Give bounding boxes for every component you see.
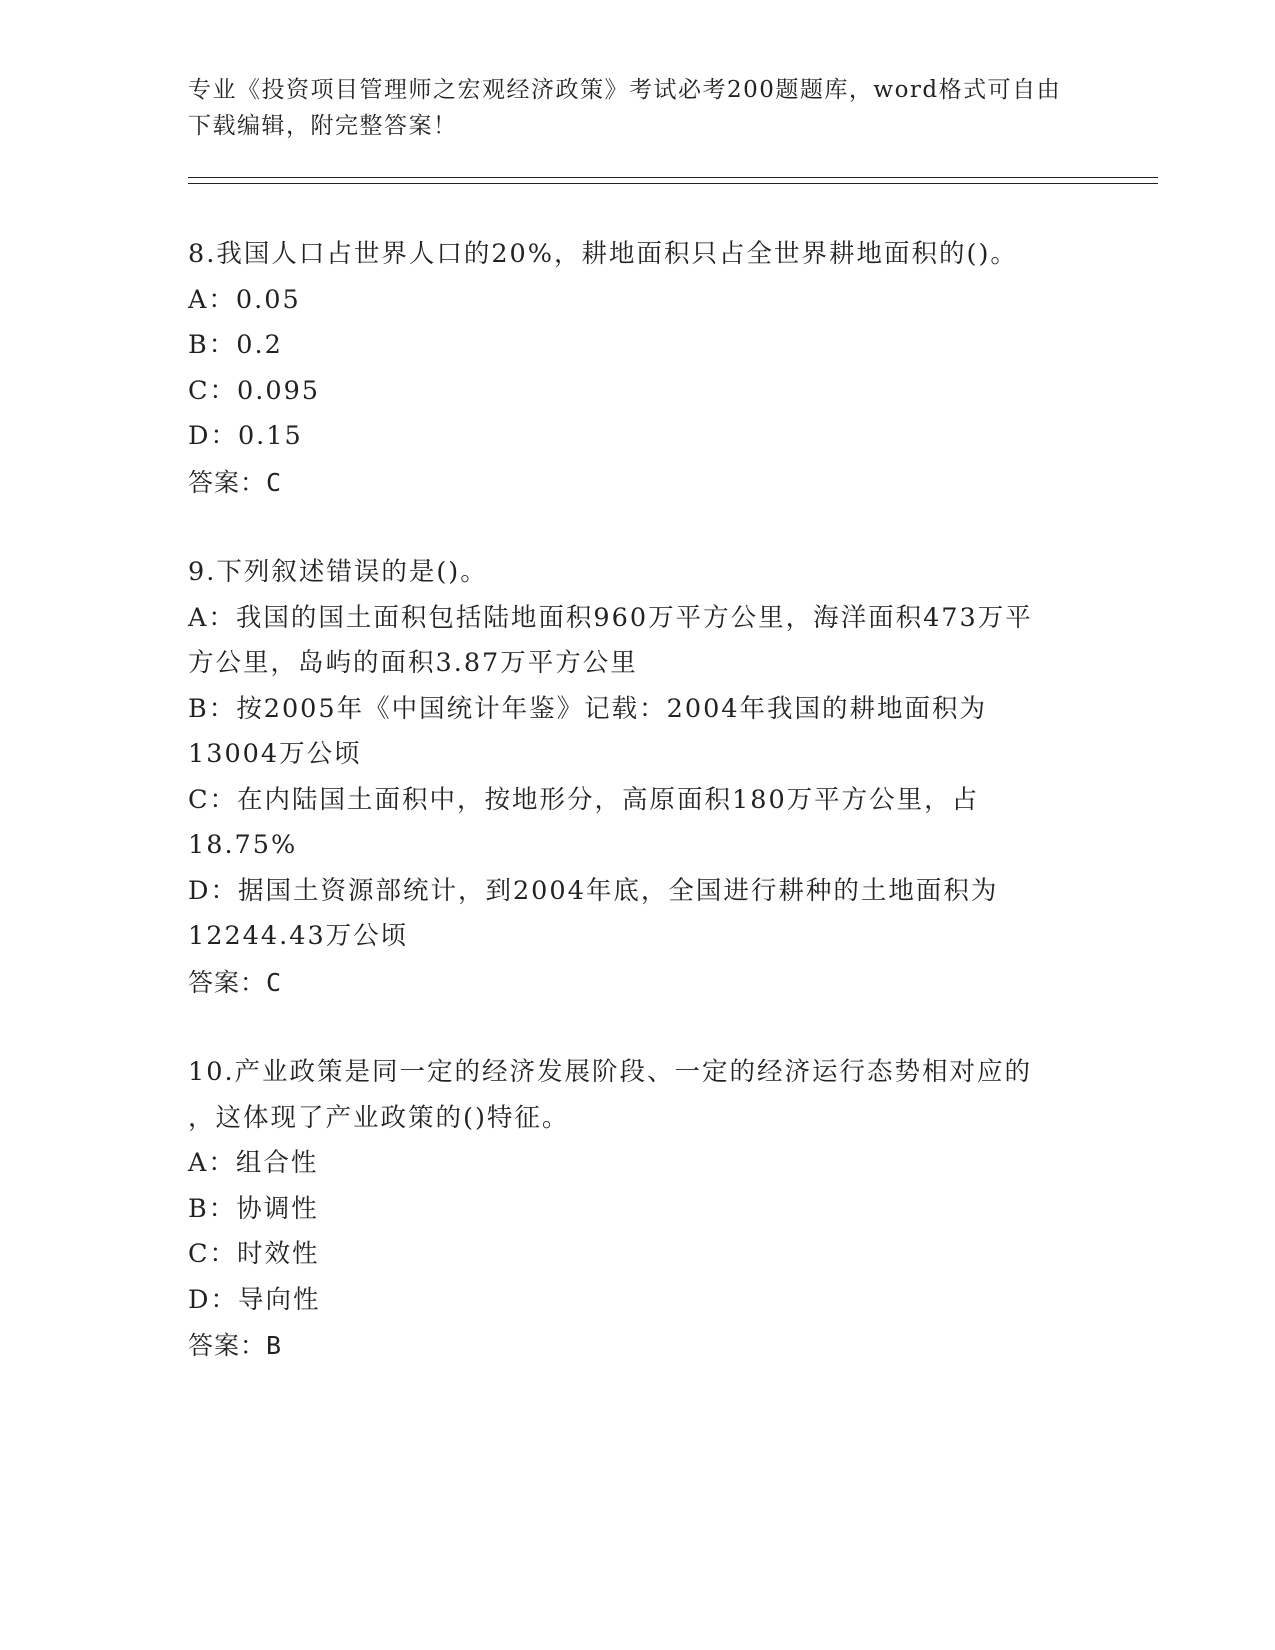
option-line: 18.75% — [188, 830, 298, 860]
header-line-2: 下载编辑，附完整答案！ — [188, 113, 458, 139]
answer-line — [188, 460, 1088, 506]
header-line-1: 专业《投资项目管理师之宏观经济政策》考试必考200题题库，word格式可自由 — [188, 77, 1062, 103]
answer-value: C — [266, 467, 284, 497]
question-stem-line: 9.下列叙述错误的是()。 — [188, 557, 488, 587]
answer-line — [188, 960, 1088, 1006]
option-line: 方公里，岛屿的面积3.87万平方公里 — [188, 648, 638, 678]
question-block — [188, 232, 1088, 505]
answer-label: 答案： — [188, 1331, 267, 1360]
option-line: D：据国土资源部统计，到2004年底，全国进行耕种的土地面积为 — [188, 875, 999, 906]
question-block — [188, 1050, 1088, 1369]
header-rule-top — [188, 177, 1158, 178]
document-header — [188, 72, 1088, 144]
option-line: A：组合性 — [188, 1148, 319, 1178]
answer-value: C — [266, 967, 284, 997]
question-stem-line: ，这体现了产业政策的()特征。 — [188, 1102, 570, 1133]
option-line: C：在内陆国土面积中，按地形分，高原面积180万平方公里，占 — [188, 784, 980, 815]
header-rule-bottom — [188, 183, 1158, 184]
option-line: D：导向性 — [188, 1284, 321, 1315]
answer-value: B — [266, 1331, 284, 1360]
option-line: A：0.05 — [188, 284, 301, 315]
option-line: B：协调性 — [188, 1193, 319, 1224]
option-line: B：按2005年《中国统计年鉴》记载：2004年我国的耕地面积为 — [188, 693, 988, 724]
answer-line — [188, 1323, 1088, 1369]
option-line: A：我国的国土面积包括陆地面积960万平方公里，海洋面积473万平 — [188, 602, 1033, 633]
option-line: C：0.095 — [188, 375, 321, 406]
option-line: C：时效性 — [188, 1239, 320, 1269]
question-stem-line: 10.产业政策是同一定的经济发展阶段、一定的经济运行态势相对应的 — [188, 1057, 1033, 1087]
question-stem-line: 8.我国人口占世界人口的20%，耕地面积只占全世界耕地面积的()。 — [188, 239, 1018, 269]
option-line: 12244.43万公顷 — [188, 921, 409, 951]
question-block — [188, 550, 1088, 1005]
answer-label: 答案： — [188, 467, 267, 497]
answer-label: 答案： — [188, 967, 267, 997]
option-line: B：0.2 — [188, 330, 283, 360]
option-line: D：0.15 — [188, 421, 303, 451]
option-line: 13004万公顷 — [188, 739, 362, 769]
question-list — [188, 232, 1088, 1414]
